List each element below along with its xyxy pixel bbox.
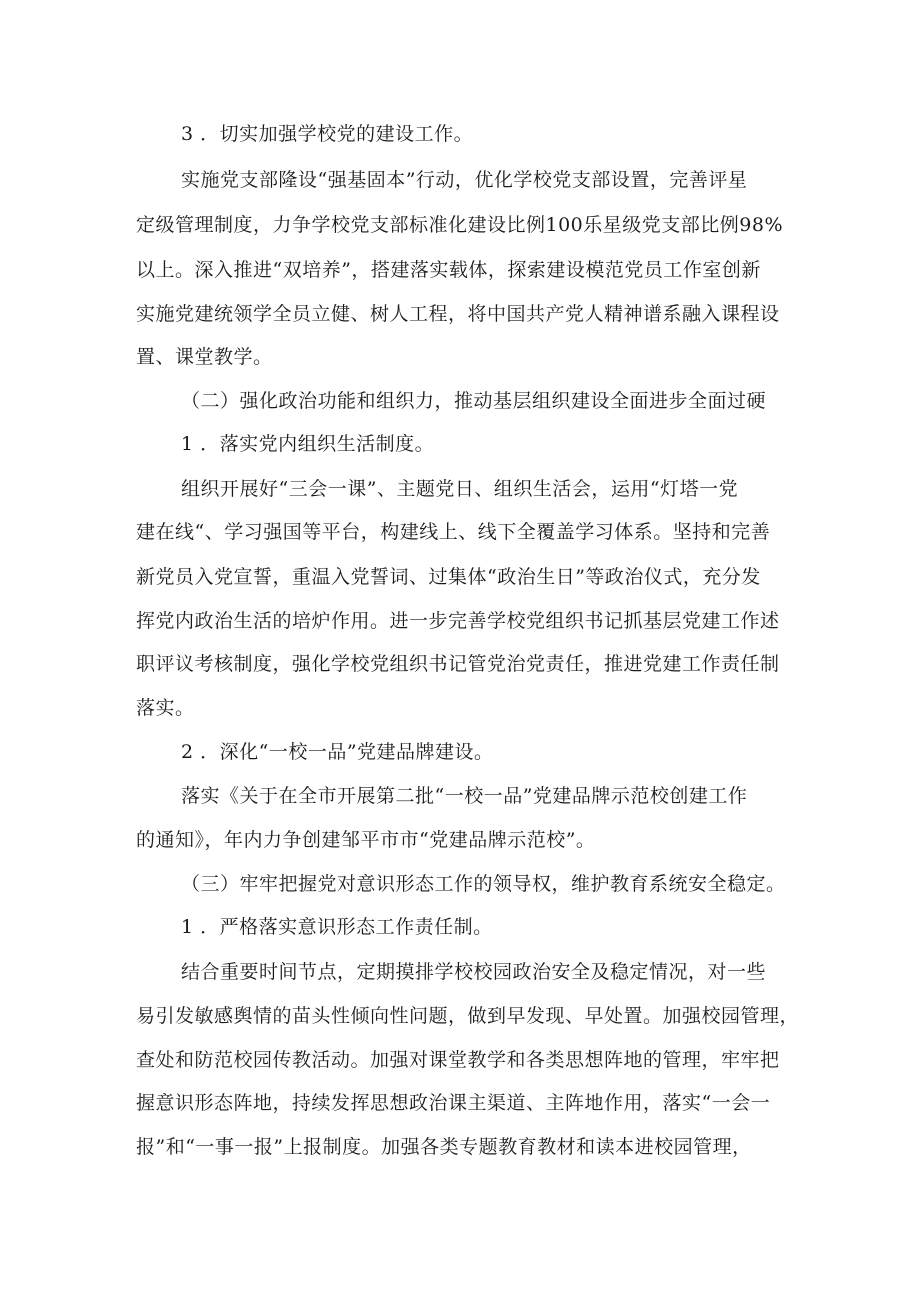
paragraph-line: 落实《关于在全市开展第二批“一校一品”党建品牌示范校创建工作 <box>181 785 748 807</box>
paragraph-line: 新党员入党宣誓，重温入党誓词、过集体“政治生日”等政治仪式，充分发 <box>136 566 761 588</box>
section-heading-3: （三）牢牢把握党对意识形态工作的领导权，维护教育系统安全稳定。 <box>181 873 786 895</box>
paragraph-line: 结合重要时间节点，定期摸排学校校园政治安全及稳定情况，对一些 <box>181 961 767 983</box>
paragraph-line: 易引发敏感舆情的苗头性倾向性问题，做到早发现、早处置。加强校园管理， <box>136 1005 800 1027</box>
subheading-1-ideology: 1 ．严格落实意识形态工作责任制。 <box>181 916 493 938</box>
paragraph-line: 实施党支部隆设“强基固本”行动，优化学校党支部设置，完善评星 <box>181 169 748 191</box>
paragraph-line: 组织开展好“三会一课”、主题党日、组织生活会，运用“灯塔一党 <box>181 478 739 500</box>
paragraph-line: 职评议考核制度，强化学校党组织书记管党治党责任，推进党建工作责任制 <box>136 653 780 675</box>
paragraph-line: 的通知》，年内力争创建邹平市市“党建品牌示范校”。 <box>136 829 596 851</box>
section-heading-2: （二）强化政治功能和组织力，推动基层组织建设全面进步全面过硬 <box>181 390 767 412</box>
paragraph-line: 建在线“、学习强国等平台，构建线上、线下全覆盖学习体系。坚持和完善 <box>136 521 771 543</box>
subheading-1-party-life: 1 ．落实党内组织生活制度。 <box>181 433 435 455</box>
paragraph-line: 以上。深入推进“双培养”，搭建落实载体，探索建设模范党员工作室创新 <box>136 259 761 281</box>
paragraph-line: 报”和“一事一报”上报制度。加强各类专题教育教材和读本进校园管理， <box>136 1136 752 1158</box>
paragraph-line: 实施党建统领学全员立健、树人工程，将中国共产党人精神谱系融入课程设 <box>136 303 780 325</box>
paragraph-line: 挥党内政治生活的培炉作用。进一步完善学校党组织书记抓基层党建工作述 <box>136 610 780 632</box>
paragraph-line: 落实。 <box>136 697 195 719</box>
paragraph-line: 定级管理制度，力争学校党支部标准化建设比例100乐星级党支部比例98% <box>136 214 783 236</box>
paragraph-line: 置、课堂教学。 <box>136 346 273 368</box>
paragraph-line: 握意识形态阵地，持续发挥思想政治课主渠道、主阵地作用，落实“一会一 <box>136 1092 771 1114</box>
heading-3-party-building: 3 ．切实加强学校党的建设工作。 <box>181 123 474 145</box>
subheading-2-brand: 2 ．深化“一校一品”党建品牌建设。 <box>181 741 494 763</box>
paragraph-line: 查处和防范校园传教活动。加强对课堂教学和各类思想阵地的管理，牢牢把 <box>136 1049 780 1071</box>
